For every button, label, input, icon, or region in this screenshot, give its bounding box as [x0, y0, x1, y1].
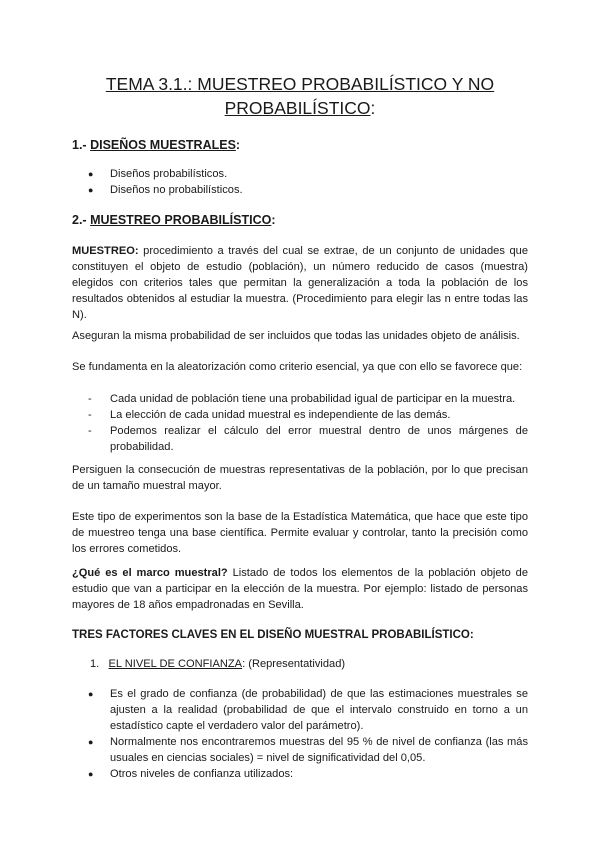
factor-1-heading: [90, 656, 345, 672]
bullet-icon: ●: [88, 185, 94, 195]
paragraph: Este tipo de experimentos son la base de la Estadística Matemática, que hace que este tipo de muestreo tenga una base científica. Permite evaluar y controlar, tanto la precisión como los errores cometidos.: [72, 511, 528, 555]
paragraph: Se fundamenta en la aleatorización como criterio esencial, ya que con ello se favorece que:: [72, 361, 523, 373]
definition-text: procedimiento a través del cual se extrae, de un conjunto de unidades que constituyen el objeto de estudio (población), un número reducido de casos (muestra) elegidos con criterios tales que permitan la generalización a toda la población de los resultados obtenidos al estudiar la muestra. (Procedimiento para elegir las n entre todas las N).: [72, 245, 528, 321]
marco-muestral-paragraph: [72, 565, 528, 613]
list-item: ● Es el grado de confianza (de probabilidad) de que las estimaciones muestrales se ajusten a la realidad (probabilidad de que el intervalo construido en torno a un estadístico capte el verdadero valor del parámetro).: [88, 688, 528, 732]
marco-term: ¿Qué es el marco muestral?: [72, 567, 228, 579]
bullet-icon: ●: [88, 689, 94, 699]
section-1-heading: [72, 137, 240, 153]
bullet-icon: ●: [88, 169, 94, 179]
factor-1-suffix: : (Representatividad): [242, 658, 346, 670]
section-2-heading: [72, 212, 276, 228]
list-item: - Cada unidad de población tiene una probabilidad igual de participar en la muestra.: [88, 393, 516, 405]
section-1-title: DISEÑOS MUESTRALES: [90, 138, 236, 152]
bullet-icon: ●: [88, 769, 94, 779]
list-item: - Podemos realizar el cálculo del error muestral dentro de unos márgenes de probabilidad.: [88, 425, 528, 453]
title-line-1: TEMA 3.1.: MUESTREO PROBABILÍSTICO Y NO: [105, 74, 495, 94]
section-2-number: 2.-: [72, 213, 91, 227]
factor-1-number: 1.: [90, 658, 100, 670]
factors-heading: TRES FACTORES CLAVES EN EL DISEÑO MUESTRAL PROBABILÍSTICO:: [72, 629, 474, 641]
design-list: [72, 166, 528, 198]
paragraph: Persiguen la consecución de muestras representativas de la población, por lo que precisan de un tamaño muestral mayor.: [72, 464, 528, 492]
section-1-number: 1.-: [72, 138, 91, 152]
confidence-list: [72, 686, 528, 782]
list-item: - La elección de cada unidad muestral es independiente de las demás.: [88, 409, 451, 421]
paragraph: Aseguran la misma probabilidad de ser incluidos que todas las unidades objeto de análisis.: [72, 330, 520, 342]
dash-icon: -: [88, 409, 92, 421]
list-item: ● Diseños no probabilísticos.: [88, 184, 243, 196]
section-2-title: MUESTREO PROBABILÍSTICO: [90, 213, 272, 227]
list-item: ● Diseños probabilísticos.: [88, 168, 228, 180]
list-item: ● Normalmente nos encontraremos muestras del 95 % de nivel de confianza (las más usuales en ciencias sociales) = nivel de significatividad del 0,05.: [88, 736, 528, 764]
dash-icon: -: [88, 425, 92, 437]
bullet-icon: ●: [88, 737, 94, 747]
aleatorization-list: [72, 391, 528, 455]
page-title: [40, 72, 560, 120]
title-line-2-suffix: :: [370, 98, 376, 118]
section-2-suffix: :: [271, 213, 276, 227]
title-line-2: PROBABILÍSTICO: [224, 98, 371, 118]
muestreo-definition: [72, 243, 528, 323]
marco-text: Listado de todos los elementos de la población objeto de estudio que van a participar en la elección de la muestra. Por ejemplo: listado de personas mayores de 18 años empadronadas en Sevilla.: [72, 567, 528, 611]
list-item: ● Otros niveles de confianza utilizados:: [88, 768, 294, 780]
factor-1-label: EL NIVEL DE CONFIANZA: [108, 658, 243, 670]
definition-term: MUESTREO:: [72, 245, 139, 257]
dash-icon: -: [88, 393, 92, 405]
section-1-suffix: :: [235, 138, 241, 152]
